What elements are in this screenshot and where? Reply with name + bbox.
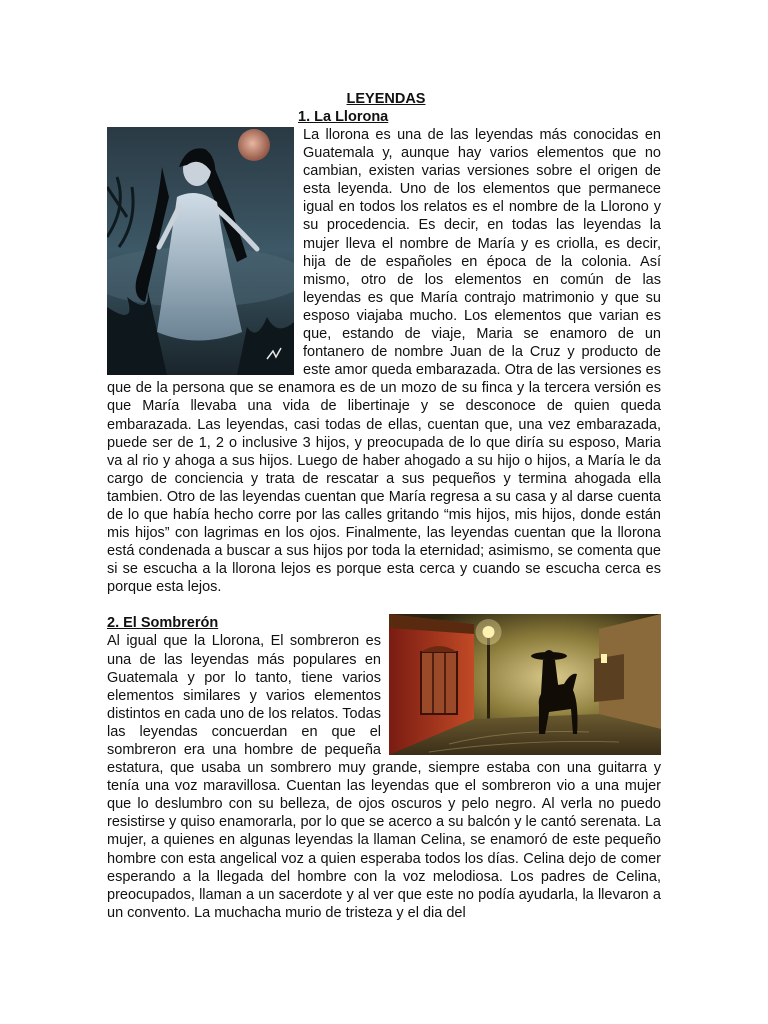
document-page: [107, 90, 661, 922]
document-title: LEYENDAS: [346, 91, 426, 107]
section-heading-la-llorona: 1. La Llorona: [298, 109, 389, 125]
section-heading-el-sombreron: 2. El Sombrerón: [107, 615, 219, 632]
weeping-woman-illustration-icon: [107, 127, 294, 375]
section-text-la-llorona: La llorona es una de las leyendas más conocidas en Guatemala y, aunque hay varios elementos que no cambian, existen varias versiones sobre el origen de esta leyenda. Uno de los elementos que permanece igual en todos los relatos es el nombre de la Llorono y su procedencia. Es decir, en todas las leyendas la mujer lleva el nombre de María y es criolla, es decir, hija de de españoles en época de la colonia. Así mismo, otro de los elementos en común de las leyendas es que María contrajo matrimonio y que su esposo viajaba mucho. Los elementos que varian es que, estando de viaje, Maria se enamoro de un fontanero de nombre Juan de la Cruz y producto de este amor queda embarazada. Otra de las versiones es que de la persona que se enamora es de un mozo de su finca y la tercera versión es que María llevaba una vida de libertinaje y se desconoce de quien queda embarazada. Las leyendas, casi todas de ellas, cuentan que, una vez embarazada, puede ser de 1, 2 o inclusive 3 hijos, y preocupada de lo que diría su esposo, Maria va al rio y ahoga a sus hijos. Luego de haber ahogado a su hijo o hijos, a María le da cargo de conciencia y trata de rescatar a sus pequeños y termina ahogada ella tambien. Otro de las leyendas cuentan que María regresa a su casa y al darse cuenta de lo que había hecho corre por las calles gritando “mis hijos, mis hijos, donde están mis hijos” con lagrimas en los ojos. Finalmente, las leyendas cuentan que la llorona está condenada a buscar a sus hijos por toda la eternidad; asimismo, se comenta que si se escucha a la llorona lejos es porque esta cerca y cuando se escucha cerca es porque esta lejos.: [107, 127, 661, 596]
horse-rider-street-illustration-icon: [389, 614, 661, 755]
section-spacer: [107, 596, 661, 614]
section-text-el-sombreron: Al igual que la Llorona, El sombreron es una de las leyendas más populares en Guatemala y por lo tanto, tiene varios elementos similares y varios elementos distintos en cada uno de los relatos. Todas las leyendas concuerdan en que el sombreron era una hombre de pequeña estatura, que usaba un sombrero muy grande, siempre estaba con una guitarra y tenía una voz maravillosa. Cuentan las leyendas que el sombreron vio a una mujer que lo deslumbro con su belleza, de ojos oscuros y pelo negro. Al verla no puedo resistirse y quiso enamorarla, por lo que se acerco a su balcón y le cantó serenata. La mujer, a quienes en algunas leyendas la llaman Celina, se enamoró de este pequeño hombre con esta angelical voz a quien esperaba todos los días. Celina dejo de comer esperando a la llegada del hombre con la voz melodiosa. Los padres de Celina, preocupados, llaman a un sacerdote y al ver que este no podía ayudarla, la llevaron a un convento. La muchacha murio de tristeza y el dia del: [107, 633, 661, 921]
